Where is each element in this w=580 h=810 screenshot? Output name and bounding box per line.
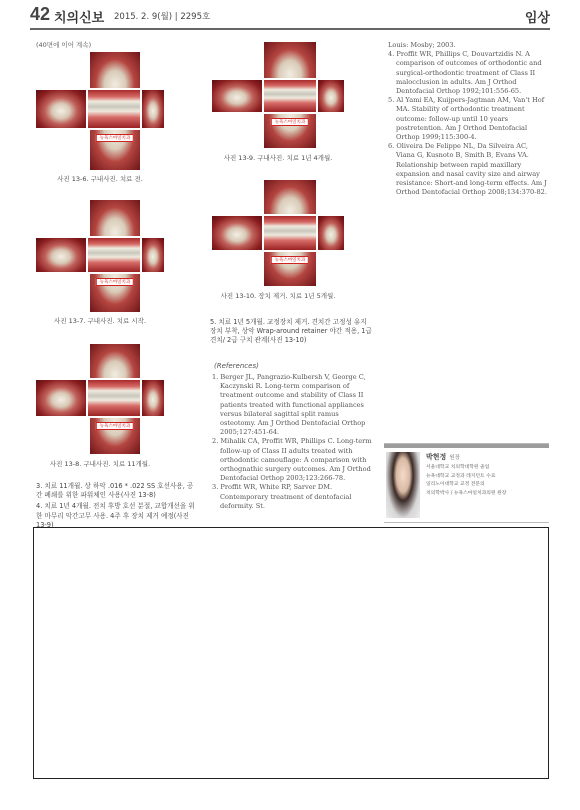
left-lateral-photo [142, 90, 164, 128]
frontal-photo [264, 80, 316, 112]
upper-occlusal-photo [264, 180, 316, 214]
upper-occlusal-photo [90, 344, 140, 378]
clinic-tag: 뉴욕스마일치과 [271, 118, 309, 126]
author-rank: 원장 [449, 455, 460, 461]
clinic-tag: 뉴욕스마일치과 [96, 134, 134, 142]
author-photo [386, 452, 420, 518]
figure-caption: 사진 13-10. 장치 제거. 치료 1년 5개월. [220, 292, 336, 300]
section-label: 임상 [524, 11, 550, 26]
references-list [212, 373, 372, 511]
right-lateral-photo [36, 380, 86, 416]
figure-13-10 [212, 180, 344, 286]
clinic-tag: 뉴욕스마일치과 [96, 422, 134, 430]
figure-caption: 사진 13-6. 구내사진. 치료 전. [57, 175, 143, 183]
upper-occlusal-photo [90, 52, 140, 88]
references-heading: (References) [214, 362, 259, 370]
figure-13-6 [36, 52, 164, 170]
lower-occlusal-photo [264, 114, 316, 148]
reference-item: 3. Proffit WR, White RP, Sarver DM. Contemporary treatment of dentofacial deformity. St. [212, 483, 352, 510]
author-profile [384, 443, 549, 523]
right-lateral-photo [212, 216, 262, 250]
left-lateral-photo [142, 380, 164, 416]
frontal-photo [88, 380, 140, 416]
right-lateral-photo [212, 80, 262, 112]
credential-line: 서울대학교 치의학대학원 졸업 [426, 465, 490, 470]
lower-occlusal-photo [90, 274, 140, 312]
author-name [426, 452, 460, 462]
profile-bar [384, 444, 549, 448]
right-lateral-photo [36, 90, 86, 128]
credential-line: 치의학박사 / 뉴욕스마일치과의원 원장 [426, 490, 507, 496]
figure-13-8 [36, 344, 164, 454]
frontal-photo [264, 216, 316, 250]
lower-occlusal-photo [90, 418, 140, 454]
reference-item: 1. Berger JL, Pangrazio-Kulbersh V, George C, Kaczynski R. Long-term comparison of treatment outcome and stability of Class II patients treated with functional appliances versus bilateral sagittal split ramus osteotomy. Am J Orthod Dentofacial Orthop 2005;127:451-64. [212, 373, 366, 437]
newspaper-title: 치의신보 [54, 11, 105, 26]
mid-body-text [210, 318, 372, 346]
clinic-tag: 뉴욕스마일치과 [271, 256, 309, 264]
reference-item: 5. Al Yami EA, Kuijpers-Jagtman AM, Van't Hof MA. Stability of orthodontic treatment outcome: follow-up until 10 years postretention. Am J Orthod Dentofacial Orthop 1999;115:300-4. [388, 96, 545, 142]
author-name-text: 박현정 [426, 453, 447, 461]
page-header [30, 6, 550, 30]
left-lateral-photo [318, 216, 344, 250]
reference-item: 2. Mihalik CA, Proffit WR, Phillips C. Long-term follow-up of Class II adults treated with orthodontic camouflage: A comparison with orthognathic surgery outcomes. Am J Orthod Dentofacial Orthop 2003;123:266-78. [212, 437, 372, 483]
right-lateral-photo [36, 238, 86, 272]
figure-caption: 사진 13-9. 구내사진. 치료 1년 4개월. [223, 154, 333, 162]
credential-line: 일리노이대학교 교정 전문의 [426, 482, 485, 488]
reference-item: Louis: Mosby; 2003. [388, 41, 456, 49]
left-body-text [36, 482, 196, 530]
page-number: 42 [30, 4, 51, 24]
frontal-photo [88, 238, 140, 272]
treatment-step-3: 3. 치료 11개월. 상 하악 .016 * .022 SS 호선사용, 공간 폐쇄를 위한 파워체인 사용(사진 13-8) [36, 482, 194, 500]
left-lateral-photo [318, 80, 344, 112]
reference-item: 4. Proffit WR, Phillips C, Douvartzidis N. A comparison of outcomes of orthodontic and surgical-orthodontic treatment of Class II malocclusion in adults. Am J Orthod Dentofacial Orthop 1992;101:556-65. [388, 50, 542, 96]
reference-item: 6. Oliveira De Felippe NL, Da Silveira AC, Viana G, Kusnoto B, Smith B, Evans VA. Relationship between rapid maxillary expansion and nasal cavity size and airway resistance: Short-and long-term effects. Am J Orthod Dentofacial Orthop 2008;134:370-82. [388, 142, 547, 197]
references-list-continued [388, 41, 548, 197]
issue-date: 2015. 2. 9(월) | 2295호 [114, 12, 211, 22]
left-lateral-photo [142, 238, 164, 272]
treatment-step-5: 5. 치료 1년 5개월. 교정장치 제거. 견치간 고정성 유지 장치 부착, 상악 Wrap-around retainer 야간 적용, 1급 견치/ 2급 구치 관계(사진 13-10) [210, 318, 372, 345]
treatment-step-4: 4. 치료 1년 4개월. 전치 후방 호선 분절, 교합개선을 위한 마무리 악간고무 사용. 4주 후 장치 제거 예정(사진 13-9) [36, 502, 195, 529]
figure-caption: 사진 13-7. 구내사진. 치료 시작. [53, 317, 146, 325]
figure-13-7 [36, 200, 164, 312]
credential-line: 뉴욕대학교 교정과 레지던트 수료 [426, 473, 496, 479]
author-credentials [426, 464, 506, 498]
figure-13-9 [212, 42, 344, 148]
frontal-photo [88, 90, 140, 128]
upper-occlusal-photo [264, 42, 316, 78]
upper-occlusal-photo [90, 200, 140, 236]
continued-note: (40면에 이어 계속) [36, 41, 92, 49]
lower-occlusal-photo [90, 130, 140, 170]
lower-occlusal-photo [264, 252, 316, 286]
advertisement-box [33, 527, 549, 779]
clinic-tag: 뉴욕스마일치과 [96, 278, 134, 286]
figure-caption: 사진 13-8. 구내사진. 치료 11개월. [49, 460, 151, 468]
